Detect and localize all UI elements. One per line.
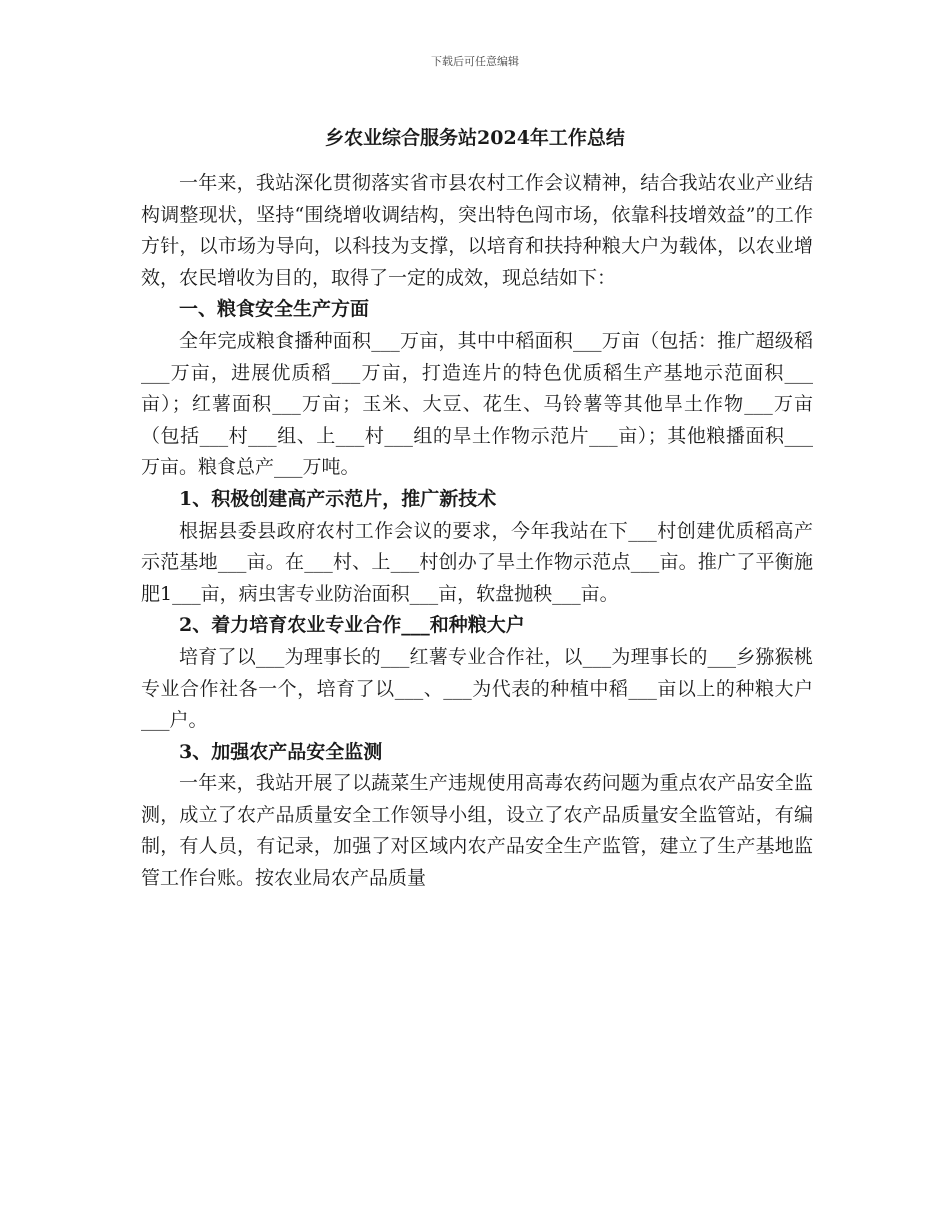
- subsection-heading: 1、积极创建高产示范片，推广新技术: [179, 487, 497, 510]
- body-paragraph: 根据县委县政府农村工作会议的要求，今年我站在下___村创建优质稻高产示范基地___亩。在___村、上___村创办了旱土作物示范点___亩。推广了平衡施肥1___亩，病虫害专业防治面积___亩，软盘抛秧___亩。: [141, 519, 813, 605]
- subsection-heading: 3、加强农产品安全监测: [179, 740, 383, 763]
- body-paragraph: 一年来，我站开展了以蔬菜生产违规使用高毒农药问题为重点农产品安全监测，成立了农产品质量安全工作领导小组，设立了农产品质量安全监管站，有编制，有人员，有记录，加强了对区域内农产品安全生产监管，建立了生产基地监管工作台账。按农业局农产品质量: [141, 772, 813, 890]
- body-paragraph: 全年完成粮食播种面积___万亩，其中中稻面积___万亩（包括：推广超级稻___万亩，进展优质稻___万亩，打造连片的特色优质稻生产基地示范面积___亩）；红薯面积___万亩；玉米、大豆、花生、马铃薯等其他旱土作物___万亩（包括___村___组、上___村___组的旱土作物示范片___亩）；其他粮播面积___万亩。粮食总产___万吨。: [141, 329, 813, 479]
- section-heading: 一、粮食安全生产方面: [179, 298, 370, 321]
- page-title: 乡农业综合服务站2024年工作总结: [325, 127, 625, 149]
- document-body: [141, 168, 813, 895]
- body-paragraph: 培育了以___为理事长的___红薯专业合作社，以___为理事长的___乡猕猴桃专业合作社各一个，培育了以___、___为代表的种植中稻___亩以上的种粮大户___户。: [141, 645, 813, 732]
- subsection-heading: 2、着力培育农业专业合作___和种粮大户: [179, 614, 525, 637]
- intro-paragraph: 一年来，我站深化贯彻落实省市县农村工作会议精神，结合我站农业产业结构调整现状，坚持“围绕增收调结构，突出特色闯市场，依靠科技增效益”的工作方针，以市场为导向，以科技为支撑，以培育和扶持种粮大户为载体，以农业增效，农民增收为目的，取得了一定的成效，现总结如下：: [141, 172, 813, 289]
- header-note: 下载后可任意编辑: [431, 55, 519, 68]
